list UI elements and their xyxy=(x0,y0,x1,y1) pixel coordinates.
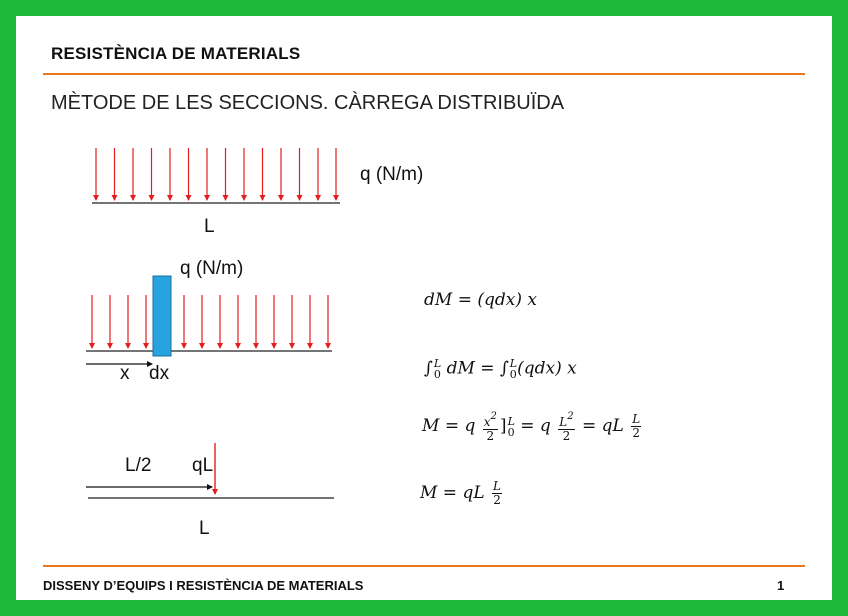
equation-moment-integral: ∫ L 0 dM = ∫ L 0 (qdx) x xyxy=(424,357,577,381)
diagram3-length-label: L xyxy=(199,518,210,539)
diagram2-dx-label: dx xyxy=(149,363,170,384)
diagram1-length-label: L xyxy=(204,216,215,237)
page-number: 1 xyxy=(777,578,785,593)
diagram2-x-label: x xyxy=(120,363,130,384)
slide-title: MÈTODE DE LES SECCIONS. CÀRREGA DISTRIBUÏDA xyxy=(51,92,565,114)
equation-moment-final: M = qL $\frac{L}{2}$ xyxy=(420,479,502,507)
diagram2-element-dx xyxy=(153,276,171,356)
diagram2-load-arrows xyxy=(92,295,328,348)
course-header: RESISTÈNCIA DE MATERIALS xyxy=(51,44,301,63)
diagram1-load-arrows xyxy=(96,148,336,200)
equation-moment-differential: dM = (qdx) x xyxy=(424,290,537,310)
footer-rule xyxy=(43,565,805,567)
diagram1-load-label: q (N/m) xyxy=(360,164,424,185)
diagram2-load-label: q (N/m) xyxy=(180,258,244,279)
footer-text: DISSENY D’EQUIPS I RESISTÈNCIA DE MATERIALS xyxy=(43,578,364,593)
equation-moment-result: M = q $\frac{x^2}{2}$ ] L 0 = q $\frac{L^2}{2}$ = qL $\frac{L}{2}$ xyxy=(422,411,641,443)
diagram3-half-label: L/2 xyxy=(125,455,152,476)
diagram3-force-label: qL xyxy=(192,455,214,476)
